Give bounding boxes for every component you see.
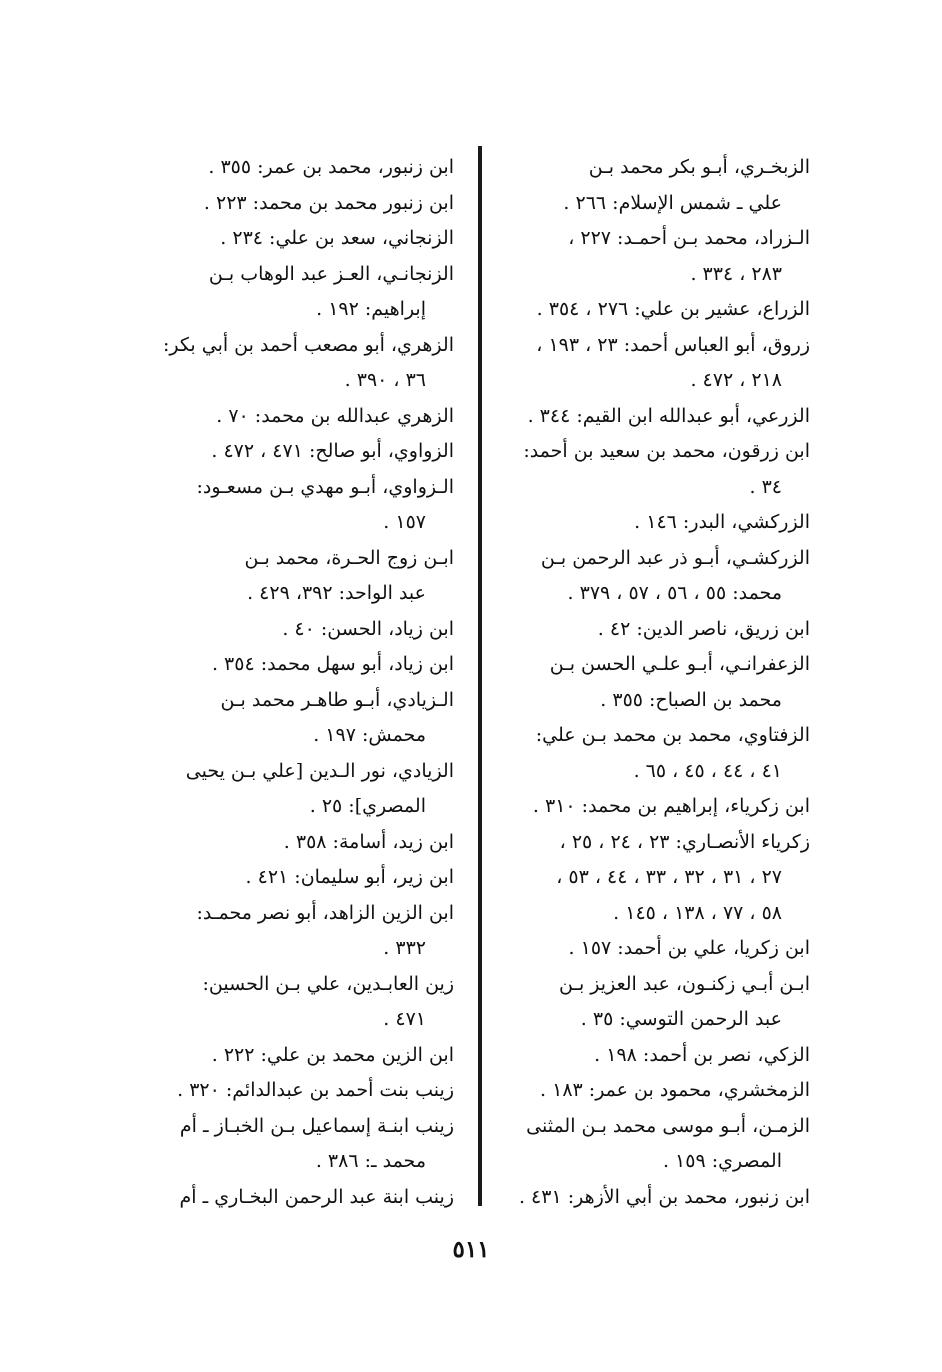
index-entry-line: محمد ـ: ٣٨٦ . (315, 1150, 426, 1172)
index-entry-line: الزيادي، نور الـدين [علي بـن يحيى (185, 759, 454, 782)
index-entry-line: ابـن زوج الحـرة، محمد بـن (244, 546, 454, 569)
index-entry-line: زينب بنت أحمد بن عبدالدائم: ٣٢٠ . (177, 1079, 454, 1101)
index-entry-line: ابن زير، أبو سليمان: ٤٢١ . (245, 866, 454, 888)
index-entry-line: ابن زكريا، علي بن أحمد: ١٥٧ . (568, 937, 810, 959)
index-entry-line: محمد بن الصباح: ٣٥٥ . (600, 688, 782, 711)
index-entry-line: الزنجانـي، العـز عبد الوهاب بـن (208, 262, 454, 285)
index-entry-line: زينب ابنـة إسماعيل بـن الخبـاز ـ أم (179, 1114, 454, 1137)
index-entry-line: الزرعي، أبو عبدالله ابن القيم: ٣٤٤ . (527, 404, 810, 427)
index-entry-line: ٢٧ ، ٣١ ، ٣٢ ، ٣٣ ، ٤٤ ، ٥٣ ، (556, 866, 782, 888)
index-entry-line: الزمخشري، محمود بن عمر: ١٨٣ . (540, 1079, 810, 1101)
index-entry-line: ٣٣٢ . (383, 937, 426, 959)
index-entry-line: زكرياء الأنصـاري: ٢٣ ، ٢٤ ، ٢٥ ، (559, 830, 810, 853)
index-entry-line: ابن زياد، أبو سهل محمد: ٣٥٤ . (211, 653, 454, 675)
index-entry-line: ٤١ ، ٤٤ ، ٤٥ ، ٦٥ . (633, 759, 782, 782)
index-entry-line: المصري: ١٥٩ . (662, 1150, 782, 1172)
index-entry-line: الزكي، نصر بن أحمد: ١٩٨ . (594, 1043, 810, 1066)
index-column-right (482, 150, 810, 1215)
index-entry-line: الـزواوي، أبـو مهدي بـن مسعـود: (196, 475, 454, 498)
index-entry-line: زروق، أبو العباس أحمد: ٢٣ ، ١٩٣ ، (536, 333, 810, 356)
index-entry-line: ابن زريق، ناصر الدين: ٤٢ . (597, 617, 810, 640)
index-entry-line: ابـن أبـي زكنـون، عبد العزيز بـن (558, 972, 810, 995)
index-entry-line: ٣٤ . (749, 475, 782, 498)
index-entry-line: ٢١٨ ، ٤٧٢ . (690, 369, 782, 391)
index-entry-line: الزبخـري، أبـو بكر محمد بـن (588, 156, 810, 178)
index-entry-line: الـزراد، محمد بـن أحمـد: ٢٢٧ ، (568, 227, 810, 249)
index-entry-line: محمد: ٥٥ ، ٥٦ ، ٥٧ ، ٣٧٩ . (567, 582, 782, 604)
index-entry-line: ابن الزين الزاهد، أبو نصر محمـد: (196, 901, 454, 924)
index-entry-line: ابن زرقون، محمد بن سعيد بن أحمد: (523, 440, 810, 462)
index-entry-line: ابن الزين محمد بن علي: ٢٢٢ . (211, 1043, 454, 1066)
index-entry-line: الزهري عبدالله بن محمد: ٧٠ . (216, 404, 454, 427)
column-divider (478, 146, 482, 1206)
index-entry-line: الزهري، أبو مصعب أحمد بن أبي بكر: (163, 333, 454, 356)
index-entry-line: الزركشي، البدر: ١٤٦ . (634, 511, 810, 533)
index-entry-line: ٥٨ ، ٧٧ ، ١٣٨ ، ١٤٥ . (613, 901, 782, 924)
page-number: ٥١١ (452, 1236, 490, 1263)
index-entry-line: إبراهيم: ١٩٢ . (316, 298, 426, 320)
index-entry-line: ٤٧١ . (383, 1008, 426, 1030)
index-entry-line: محمش: ١٩٧ . (313, 724, 426, 746)
index-entry-line: ابن زكرياء، إبراهيم بن محمد: ٣١٠ . (532, 795, 810, 817)
index-column-left (154, 150, 454, 1215)
index-entry-line: ابن زنبور محمد بن محمد: ٢٢٣ . (203, 191, 454, 214)
index-entry-line: الزركشـي، أبـو ذر عبد الرحمن بـن (540, 546, 810, 569)
index-entry-line: ابن زياد، الحسن: ٤٠ . (282, 617, 454, 640)
index-entry-line: علي ـ شمس الإسلام: ٢٦٦ . (563, 191, 782, 214)
index-entry-line: الزواوي، أبو صالح: ٤٧١ ، ٤٧٢ . (211, 440, 454, 462)
index-entry-line: الزعفرانـي، أبـو علـي الحسن بـن (549, 653, 810, 675)
index-entry-line: عبد الواحد: ٣٩٢، ٤٢٩ . (247, 582, 426, 604)
index-entry-line: الزراع، عشير بن علي: ٢٧٦ ، ٣٥٤ . (536, 298, 810, 320)
index-entry-line: المصري]: ٢٥ . (309, 795, 426, 817)
index-entry-line: زينب ابنة عبد الرحمن البخـاري ـ أم (179, 1185, 454, 1208)
index-entry-line: عبد الرحمن التوسي: ٣٥ . (580, 1008, 782, 1030)
index-entry-line: الـزيادي، أبـو طاهـر محمد بـن (220, 688, 454, 711)
index-entry-line: ٣٦ ، ٣٩٠ . (344, 369, 426, 391)
index-entry-line: زين العابـدين، علي بـن الحسين: (202, 972, 454, 995)
index-entry-line: الزمـن، أبـو موسى محمد بـن المثنى (526, 1114, 810, 1137)
index-entry-line: ٢٨٣ ، ٣٣٤ . (690, 262, 782, 285)
index-entry-line: ١٥٧ . (383, 511, 426, 533)
index-entry-line: ابن زيد، أسامة: ٣٥٨ . (283, 830, 454, 853)
index-entry-line: الزنجاني، سعد بن علي: ٢٣٤ . (220, 227, 454, 249)
index-entry-line: ابن زنبور، محمد بن أبي الأزهر: ٤٣١ . (518, 1185, 810, 1208)
index-entry-line: ابن زنبور، محمد بن عمر: ٣٥٥ . (208, 156, 454, 178)
index-entry-line: الزفتاوي، محمد بن محمد بـن علي: (535, 724, 810, 746)
